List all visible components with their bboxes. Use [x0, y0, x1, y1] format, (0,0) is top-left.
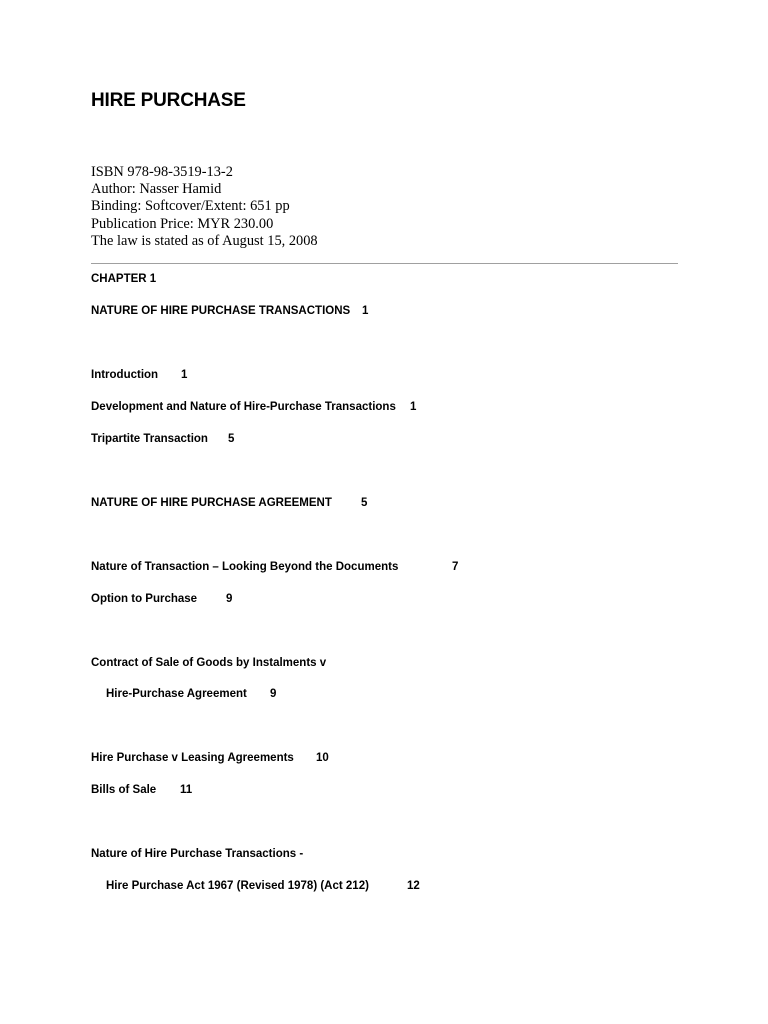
- toc-page-number: 7: [452, 561, 459, 573]
- author-line: Author: Nasser Hamid: [91, 181, 222, 198]
- toc-page-number: 10: [316, 752, 329, 764]
- toc-entry-text: Tripartite Transaction: [91, 433, 208, 445]
- toc-entry: [91, 847, 303, 861]
- toc-entry-text: Development and Nature of Hire-Purchase Transactions: [91, 401, 396, 413]
- toc-entry-continuation: [106, 687, 277, 701]
- toc-entry-text: NATURE OF HIRE PURCHASE AGREEMENT: [91, 497, 332, 509]
- toc-entry: [91, 432, 235, 446]
- toc-page-number: 1: [181, 369, 188, 381]
- toc-chapter-heading: [91, 272, 156, 286]
- isbn-line: ISBN 978-98-3519-13-2: [91, 164, 233, 180]
- toc-entry: [91, 783, 193, 797]
- toc-page-number: 1: [410, 401, 417, 413]
- toc-page-number: 11: [180, 784, 193, 796]
- toc-entry: [91, 592, 233, 606]
- toc-page-number: 9: [226, 593, 233, 605]
- toc-entry-text: Option to Purchase: [91, 593, 198, 605]
- toc-page-number: 1: [362, 305, 369, 317]
- toc-entry: [91, 656, 326, 670]
- toc-page-number: 12: [407, 880, 420, 892]
- toc-section-heading: [91, 496, 368, 510]
- toc-entry-text: Nature of Hire Purchase Transactions -: [91, 848, 304, 860]
- toc-entry-text: Introduction: [91, 369, 159, 381]
- binding-line: Binding: Softcover/Extent: 651 pp: [91, 198, 290, 215]
- toc-entry-text: NATURE OF HIRE PURCHASE TRANSACTIONS: [91, 305, 351, 317]
- toc-entry-text: Contract of Sale of Goods by Instalments v: [91, 657, 327, 669]
- toc-entry-text: CHAPTER 1: [91, 273, 157, 285]
- toc-entry-continuation: [106, 879, 420, 893]
- toc-entry: [91, 560, 459, 574]
- toc-page-number: 9: [270, 688, 277, 700]
- toc-entry: [91, 400, 417, 414]
- law-date-line: The law is stated as of August 15, 2008: [91, 232, 318, 249]
- document-title: HIRE PURCHASE: [91, 90, 246, 111]
- price-line: Publication Price: MYR 230.00: [91, 215, 274, 232]
- toc-entry: [91, 751, 329, 765]
- toc-page-number: 5: [228, 433, 235, 445]
- toc-section-heading: [91, 304, 369, 318]
- toc-entry-text: Bills of Sale: [91, 784, 157, 796]
- toc-entry-text: Hire Purchase Act 1967 (Revised 1978) (Act 212): [106, 880, 369, 892]
- toc-page-number: 5: [361, 497, 368, 509]
- toc-entry-text: Hire Purchase v Leasing Agreements: [91, 752, 294, 764]
- toc-entry-text: Nature of Transaction – Looking Beyond the Documents: [91, 561, 399, 573]
- toc-entry-text: Hire-Purchase Agreement: [106, 688, 247, 700]
- toc-entry: [91, 368, 188, 382]
